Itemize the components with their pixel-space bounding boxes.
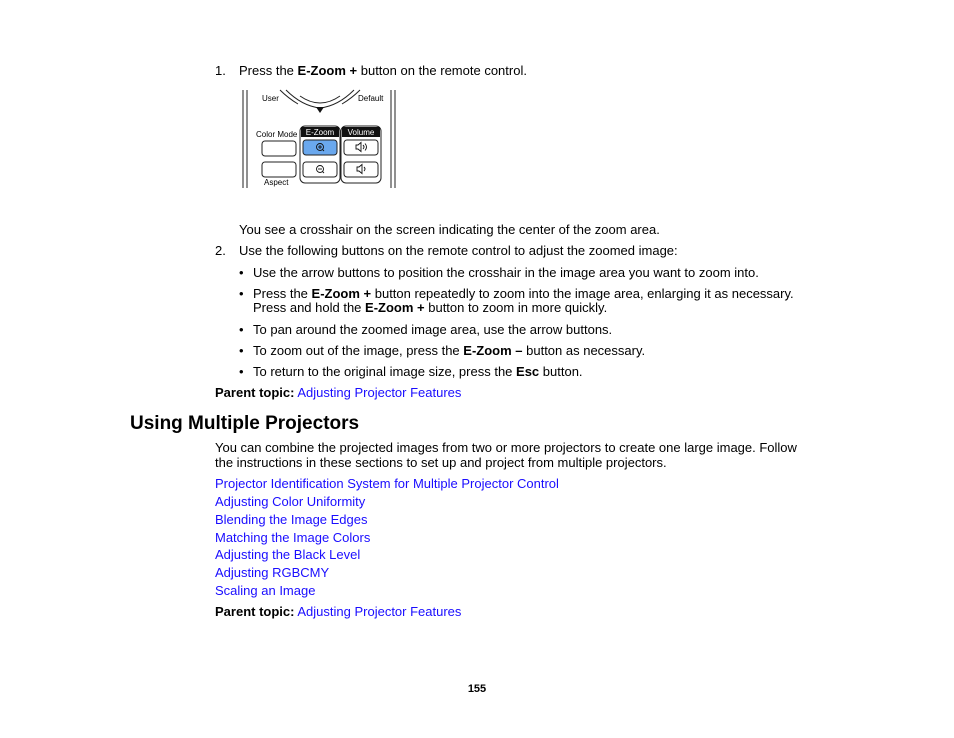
parent-topic-link[interactable]: Adjusting Projector Features — [297, 385, 462, 400]
crosshair-description: You see a crosshair on the screen indicating the center of the zoom area. — [239, 222, 660, 237]
bullet-dot: • — [239, 322, 244, 337]
link-black-level[interactable]: Adjusting the Black Level — [215, 547, 361, 562]
section-heading: Using Multiple Projectors — [130, 413, 360, 434]
remote-control-illustration — [240, 88, 400, 192]
bullet-dot: • — [239, 265, 244, 280]
page-number: 155 — [467, 683, 487, 695]
aspect-label: Aspect — [264, 178, 289, 187]
parent-topic-link[interactable]: Adjusting Projector Features — [297, 604, 462, 619]
step-1-text: Press the E-Zoom + button on the remote control. — [239, 63, 527, 78]
color-mode-label: Color Mode — [256, 130, 298, 139]
link-matching-colors[interactable]: Matching the Image Colors — [215, 530, 371, 545]
step-1-number: 1. — [215, 63, 226, 78]
step-2-text: Use the following buttons on the remote control to adjust the zoomed image: — [239, 243, 678, 258]
step-2-number: 2. — [215, 243, 226, 258]
link-projector-identification[interactable]: Projector Identification System for Multiple Projector Control — [215, 476, 559, 491]
link-color-uniformity[interactable]: Adjusting Color Uniformity — [215, 494, 366, 509]
user-button-label: User — [262, 94, 279, 103]
bullet-pan: To pan around the zoomed image area, use the arrow buttons. — [253, 322, 613, 337]
ezoom-minus-button — [303, 162, 337, 177]
ezoom-header-label: E-Zoom — [305, 128, 335, 137]
volume-down-button — [344, 162, 378, 177]
parent-topic: Parent topic: Adjusting Projector Features — [215, 385, 462, 400]
section-paragraph-line-2: the instructions in these sections to set up and project from multiple projectors. — [215, 455, 667, 470]
section-paragraph-line-1: You can combine the projected images from two or more projectors to create one large image. Follow — [215, 440, 797, 455]
link-blending-edges[interactable]: Blending the Image Edges — [215, 512, 368, 527]
link-rgbcmy[interactable]: Adjusting RGBCMY — [215, 565, 330, 580]
default-button-label: Default — [358, 94, 384, 103]
bullet-dot: • — [239, 364, 244, 379]
parent-topic: Parent topic: Adjusting Projector Features — [215, 604, 462, 619]
bullet-esc: To return to the original image size, press the Esc button. — [253, 364, 583, 379]
volume-header-label: Volume — [347, 128, 375, 137]
link-scaling-image[interactable]: Scaling an Image — [215, 583, 316, 598]
bullet-ezoom-plus: Press the E-Zoom + button repeatedly to zoom into the image area, enlarging it as necessary. — [253, 286, 794, 301]
bullet-ezoom-plus-hold: Press and hold the E-Zoom + button to zoom in more quickly. — [253, 300, 608, 315]
bullet-dot: • — [239, 286, 244, 301]
bullet-dot: • — [239, 343, 244, 358]
bullet-zoom-out: To zoom out of the image, press the E-Zoom – button as necessary. — [253, 343, 646, 358]
down-arrow-icon — [316, 107, 324, 113]
bullet-arrow-buttons: Use the arrow buttons to position the crosshair in the image area you want to zoom into. — [253, 265, 759, 280]
